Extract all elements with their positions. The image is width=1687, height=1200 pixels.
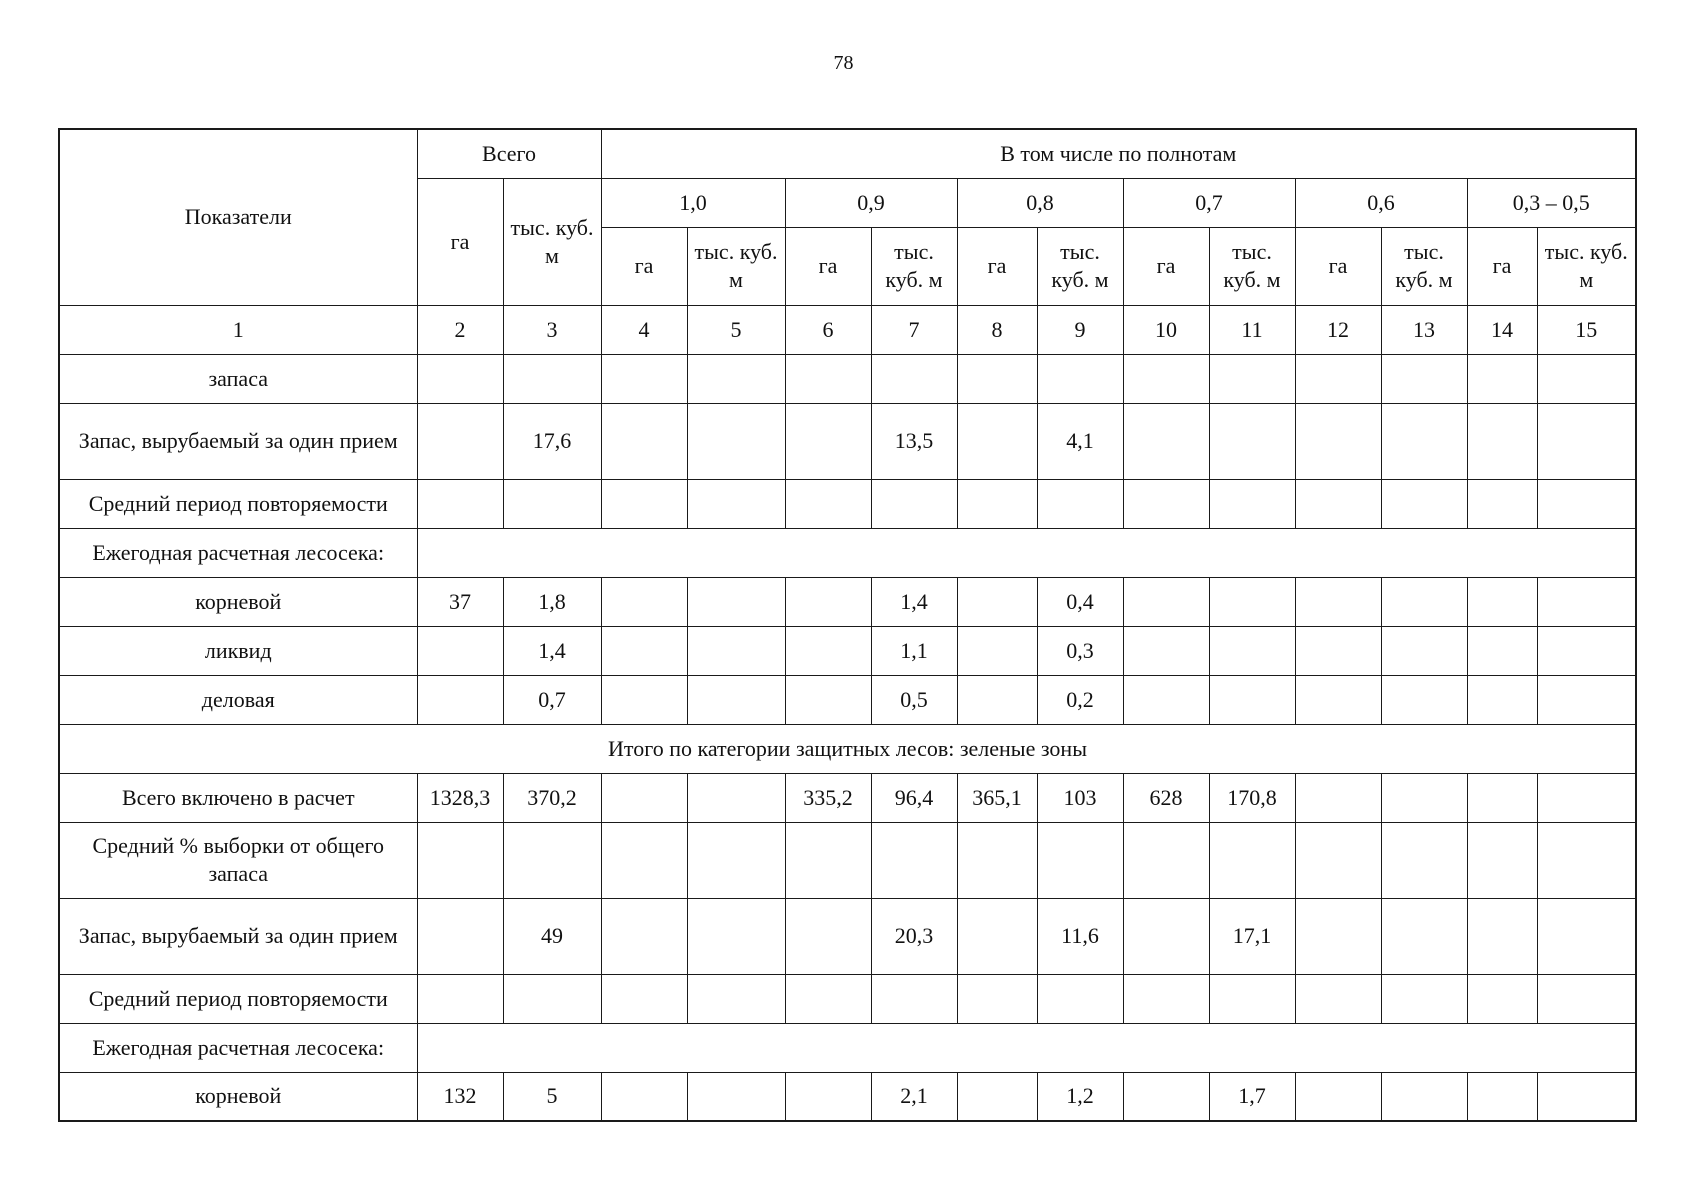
table-cell	[1037, 974, 1123, 1023]
table-cell	[871, 354, 957, 403]
column-number: 11	[1209, 305, 1295, 354]
table-cell: 20,3	[871, 898, 957, 974]
table-cell	[1123, 403, 1209, 479]
table-cell: 1,2	[1037, 1072, 1123, 1121]
table-cell	[1381, 675, 1467, 724]
table-cell: 365,1	[957, 773, 1037, 822]
row-label: запаса	[59, 354, 417, 403]
table-cell	[785, 626, 871, 675]
column-number: 15	[1537, 305, 1636, 354]
column-number: 14	[1467, 305, 1537, 354]
table-cell: 0,7	[503, 675, 601, 724]
table-cell	[957, 403, 1037, 479]
table-cell: 2,1	[871, 1072, 957, 1121]
table-row	[59, 577, 1636, 626]
empty-span-cell	[417, 528, 1636, 577]
table-cell: 1,7	[1209, 1072, 1295, 1121]
table-cell	[687, 822, 785, 898]
table-cell	[1537, 403, 1636, 479]
row-label: ликвид	[59, 626, 417, 675]
table-row	[59, 974, 1636, 1023]
table-cell	[1123, 974, 1209, 1023]
column-number: 6	[785, 305, 871, 354]
table-cell	[1381, 974, 1467, 1023]
table-cell	[785, 354, 871, 403]
table-cell	[687, 577, 785, 626]
table-row	[59, 403, 1636, 479]
volume-header: тыс. куб. м	[1209, 227, 1295, 305]
table-cell	[1295, 898, 1381, 974]
table-cell: 11,6	[1037, 898, 1123, 974]
table-cell	[601, 577, 687, 626]
table-cell	[1295, 479, 1381, 528]
volume-header: тыс. куб. м	[1381, 227, 1467, 305]
ha-header: га	[1467, 227, 1537, 305]
table-cell	[1537, 354, 1636, 403]
table-cell	[1209, 626, 1295, 675]
table-cell	[1381, 577, 1467, 626]
table-cell	[1209, 822, 1295, 898]
table-cell	[601, 403, 687, 479]
row-label: Всего включено в расчет	[59, 773, 417, 822]
table-cell	[1037, 479, 1123, 528]
column-number: 8	[957, 305, 1037, 354]
column-number: 9	[1037, 305, 1123, 354]
section-title: Итого по категории защитных лесов: зеленые зоны	[59, 724, 1636, 773]
forest-table	[58, 128, 1637, 1122]
ha-header: га	[1123, 227, 1209, 305]
table-cell: 37	[417, 577, 503, 626]
table-cell: 96,4	[871, 773, 957, 822]
total-ha-header: га	[417, 178, 503, 305]
table-cell	[1123, 675, 1209, 724]
table-cell	[1295, 403, 1381, 479]
column-number: 7	[871, 305, 957, 354]
table-cell	[601, 822, 687, 898]
table-cell	[1467, 626, 1537, 675]
table-cell	[1123, 626, 1209, 675]
table-cell	[1295, 974, 1381, 1023]
table-cell	[417, 898, 503, 974]
table-cell	[687, 773, 785, 822]
row-label: Средний период повторяемости	[59, 974, 417, 1023]
density-header: 0,7	[1123, 178, 1295, 227]
table-body	[59, 354, 1636, 1121]
table-cell	[785, 403, 871, 479]
table-cell: 1,8	[503, 577, 601, 626]
table-cell	[1209, 403, 1295, 479]
table-row	[59, 1023, 1636, 1072]
table-cell	[1295, 577, 1381, 626]
row-label: Средний период повторяемости	[59, 479, 417, 528]
table-cell: 335,2	[785, 773, 871, 822]
table-cell	[503, 822, 601, 898]
table-cell	[1467, 898, 1537, 974]
table-cell	[785, 577, 871, 626]
table-row	[59, 528, 1636, 577]
table-cell	[957, 675, 1037, 724]
total-volume-header: тыс. куб. м	[503, 178, 601, 305]
row-label: корневой	[59, 1072, 417, 1121]
table-cell	[1123, 354, 1209, 403]
table-row	[59, 675, 1636, 724]
table-cell	[687, 479, 785, 528]
table-row	[59, 822, 1636, 898]
column-number: 2	[417, 305, 503, 354]
table-cell	[1295, 1072, 1381, 1121]
table-cell	[1295, 822, 1381, 898]
table-row	[59, 354, 1636, 403]
table-cell	[1467, 354, 1537, 403]
table-cell	[601, 898, 687, 974]
table-cell	[1295, 354, 1381, 403]
table-cell: 0,3	[1037, 626, 1123, 675]
table-cell	[601, 1072, 687, 1121]
table-cell	[1381, 479, 1467, 528]
section-row	[59, 724, 1636, 773]
table-cell	[1467, 822, 1537, 898]
column-number: 10	[1123, 305, 1209, 354]
table-cell	[503, 974, 601, 1023]
table-cell	[1123, 822, 1209, 898]
ha-header: га	[601, 227, 687, 305]
table-cell	[1209, 675, 1295, 724]
table-cell: 1,1	[871, 626, 957, 675]
table-cell	[957, 822, 1037, 898]
table-cell	[1467, 1072, 1537, 1121]
table-cell: 370,2	[503, 773, 601, 822]
row-label: Средний % выборки от общего запаса	[59, 822, 417, 898]
table-cell	[1123, 1072, 1209, 1121]
density-header: 1,0	[601, 178, 785, 227]
table-cell: 17,6	[503, 403, 601, 479]
table-cell: 103	[1037, 773, 1123, 822]
table-cell	[1381, 1072, 1467, 1121]
table-cell	[417, 354, 503, 403]
table-cell	[785, 1072, 871, 1121]
page-number: 78	[833, 52, 854, 74]
table-cell	[417, 403, 503, 479]
table-cell	[417, 974, 503, 1023]
by-density-header: В том числе по полнотам	[601, 129, 1636, 178]
column-number-row	[59, 305, 1636, 354]
table-row	[59, 479, 1636, 528]
table-cell	[957, 626, 1037, 675]
table-cell	[687, 403, 785, 479]
row-label: Запас, вырубаемый за один прием	[59, 898, 417, 974]
table-cell	[417, 675, 503, 724]
table-cell	[1123, 479, 1209, 528]
table-cell	[1467, 773, 1537, 822]
table-cell: 13,5	[871, 403, 957, 479]
table-cell: 132	[417, 1072, 503, 1121]
row-label: Запас, вырубаемый за один прием	[59, 403, 417, 479]
table-cell	[1537, 822, 1636, 898]
table-cell	[601, 354, 687, 403]
table-cell	[1381, 403, 1467, 479]
table-cell	[871, 479, 957, 528]
table-cell	[1295, 626, 1381, 675]
table-cell	[785, 675, 871, 724]
table-cell: 17,1	[1209, 898, 1295, 974]
table-cell	[1123, 577, 1209, 626]
table-cell	[1537, 974, 1636, 1023]
table-cell: 4,1	[1037, 403, 1123, 479]
table-cell	[785, 822, 871, 898]
table-cell	[957, 898, 1037, 974]
table-cell	[957, 479, 1037, 528]
table-row	[59, 898, 1636, 974]
table-cell	[1209, 479, 1295, 528]
table-cell	[1209, 577, 1295, 626]
ha-header: га	[1295, 227, 1381, 305]
table-cell	[1537, 479, 1636, 528]
density-header: 0,3 – 0,5	[1467, 178, 1636, 227]
table-cell	[1537, 1072, 1636, 1121]
table-cell: 170,8	[1209, 773, 1295, 822]
table-cell	[1037, 354, 1123, 403]
column-number: 4	[601, 305, 687, 354]
table-cell	[687, 354, 785, 403]
density-header: 0,9	[785, 178, 957, 227]
table-cell	[601, 626, 687, 675]
table-cell: 628	[1123, 773, 1209, 822]
table-cell	[1209, 354, 1295, 403]
table-cell	[1381, 354, 1467, 403]
table-cell	[1467, 479, 1537, 528]
table-cell	[1537, 675, 1636, 724]
indicator-header: Показатели	[59, 129, 417, 305]
table-cell: 1,4	[503, 626, 601, 675]
table-cell	[503, 479, 601, 528]
table-cell	[1123, 898, 1209, 974]
density-header: 0,8	[957, 178, 1123, 227]
table-cell: 1,4	[871, 577, 957, 626]
table-cell	[1537, 626, 1636, 675]
row-label: Ежегодная расчетная лесосека:	[59, 528, 417, 577]
table-cell	[1381, 626, 1467, 675]
table-cell	[1381, 822, 1467, 898]
table-cell	[1467, 577, 1537, 626]
table-cell	[1537, 577, 1636, 626]
table-cell	[1381, 898, 1467, 974]
table-cell: 0,2	[1037, 675, 1123, 724]
table-cell	[1537, 898, 1636, 974]
table-cell	[957, 1072, 1037, 1121]
table-cell	[1537, 773, 1636, 822]
table-cell: 49	[503, 898, 601, 974]
table-cell	[687, 626, 785, 675]
table-cell	[601, 773, 687, 822]
table-cell	[785, 898, 871, 974]
volume-header: тыс. куб. м	[871, 227, 957, 305]
table-cell	[1295, 773, 1381, 822]
table-row	[59, 626, 1636, 675]
ha-header: га	[785, 227, 871, 305]
row-label: Ежегодная расчетная лесосека:	[59, 1023, 417, 1072]
table-cell	[417, 822, 503, 898]
ha-header: га	[957, 227, 1037, 305]
table-cell	[785, 479, 871, 528]
table-cell	[503, 354, 601, 403]
column-number: 13	[1381, 305, 1467, 354]
column-number: 1	[59, 305, 417, 354]
volume-header: тыс. куб. м	[1537, 227, 1636, 305]
table-cell	[957, 354, 1037, 403]
table-cell	[687, 1072, 785, 1121]
table-cell: 0,5	[871, 675, 957, 724]
volume-header: тыс. куб. м	[1037, 227, 1123, 305]
table-cell: 1328,3	[417, 773, 503, 822]
column-number: 12	[1295, 305, 1381, 354]
table-row	[59, 773, 1636, 822]
table-cell	[1467, 403, 1537, 479]
table-cell: 0,4	[1037, 577, 1123, 626]
volume-header: тыс. куб. м	[687, 227, 785, 305]
table-header	[59, 129, 1636, 354]
table-cell	[417, 626, 503, 675]
empty-span-cell	[417, 1023, 1636, 1072]
table-cell	[1381, 773, 1467, 822]
table-cell: 5	[503, 1072, 601, 1121]
row-label: деловая	[59, 675, 417, 724]
row-label: корневой	[59, 577, 417, 626]
table-cell	[601, 974, 687, 1023]
table-cell	[957, 974, 1037, 1023]
table-cell	[871, 974, 957, 1023]
table-cell	[417, 479, 503, 528]
table-cell	[785, 974, 871, 1023]
table-cell	[601, 675, 687, 724]
table-cell	[1295, 675, 1381, 724]
table-cell	[687, 675, 785, 724]
density-header: 0,6	[1295, 178, 1467, 227]
total-header: Всего	[417, 129, 601, 178]
table-cell	[687, 898, 785, 974]
table-cell	[687, 974, 785, 1023]
table-cell	[1037, 822, 1123, 898]
table-row	[59, 1072, 1636, 1121]
table-cell	[1467, 675, 1537, 724]
table-cell	[1467, 974, 1537, 1023]
column-number: 5	[687, 305, 785, 354]
table-cell	[1209, 974, 1295, 1023]
column-number: 3	[503, 305, 601, 354]
table-cell	[601, 479, 687, 528]
table-cell	[871, 822, 957, 898]
table-cell	[957, 577, 1037, 626]
